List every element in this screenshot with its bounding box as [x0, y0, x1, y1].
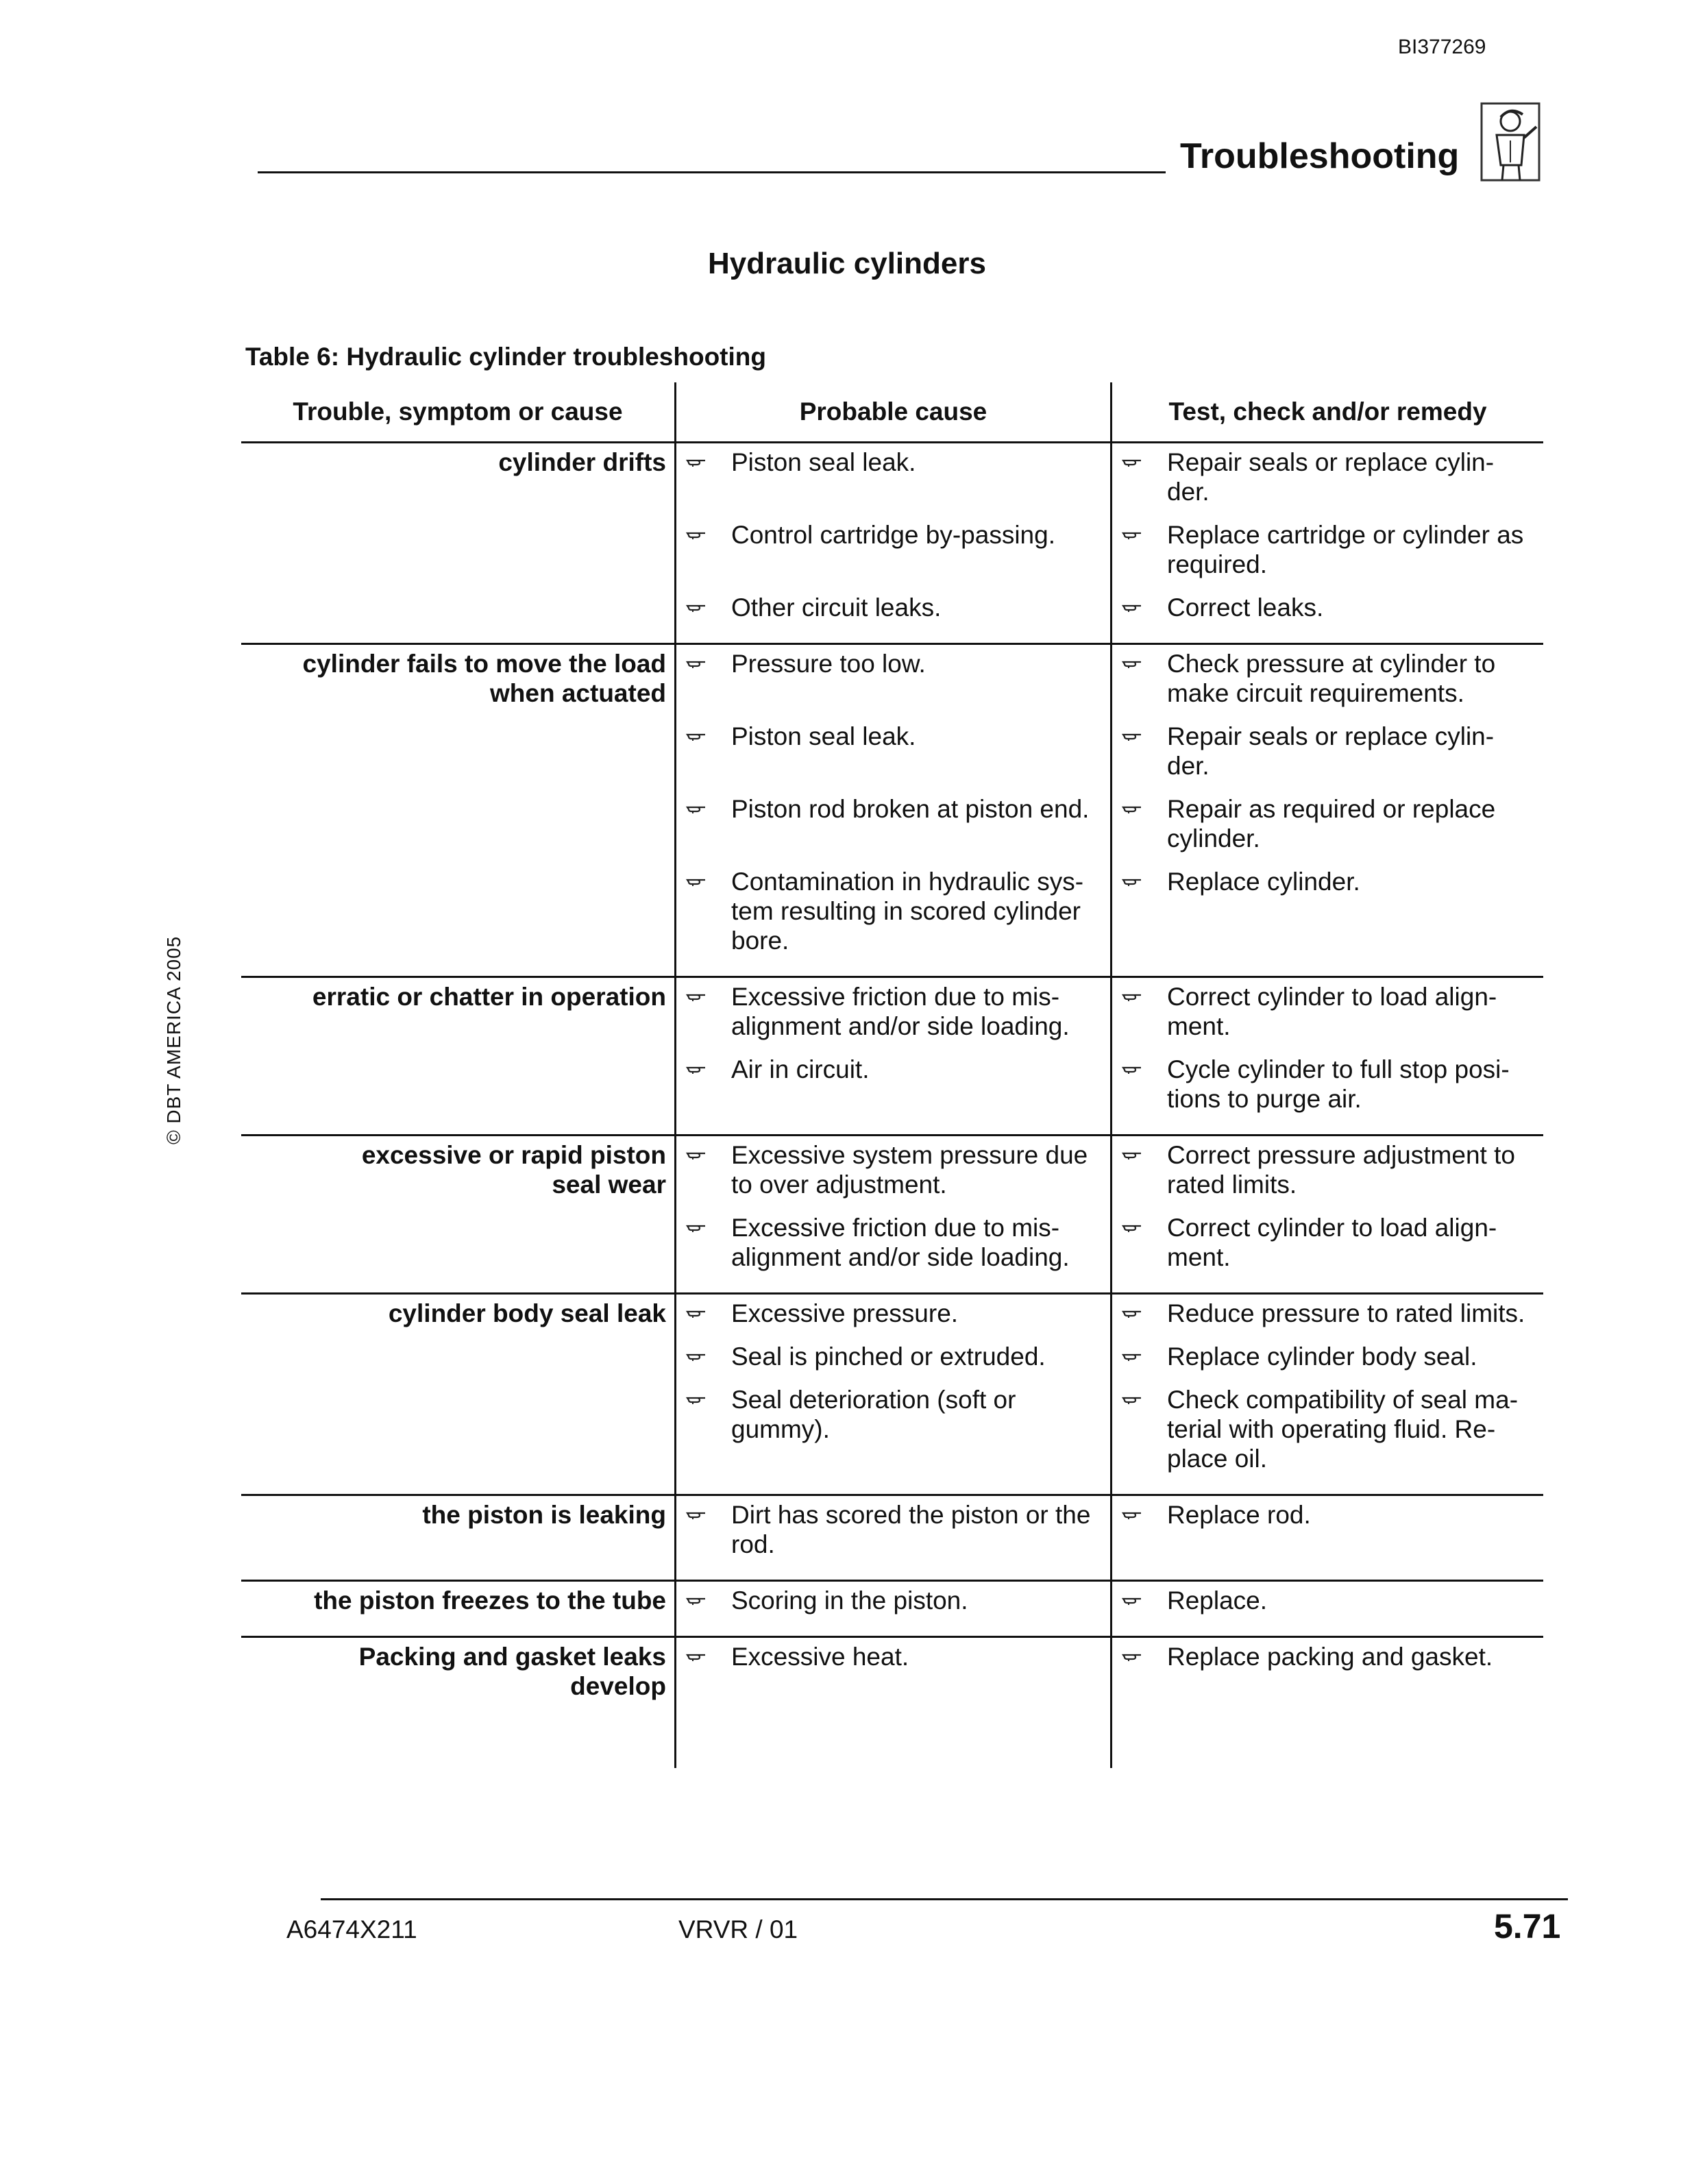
table-row [241, 1295, 1543, 1496]
cause-text: Piston seal leak. [731, 722, 916, 750]
table-row [241, 978, 1543, 1136]
pointing-hand-icon [1122, 1642, 1167, 1685]
mechanic-icon [1480, 99, 1542, 187]
remedy-item [1122, 794, 1532, 867]
remedy-text: Correct cylinder to load align- ment. [1167, 983, 1497, 1040]
remedy-text: Reduce pressure to rated limits. [1167, 1299, 1525, 1327]
footer-rule [321, 1898, 1568, 1900]
pointing-hand-icon [686, 520, 731, 593]
cause-cell [674, 1638, 1110, 1768]
pointing-hand-icon [1122, 1055, 1167, 1127]
pointing-hand-icon [686, 867, 731, 969]
remedy-item [1122, 1213, 1532, 1286]
pointing-hand-icon [686, 1299, 731, 1342]
pointing-hand-icon [1122, 447, 1167, 520]
trouble-cell: Packing and gasket leaks develop [358, 1643, 666, 1700]
cause-item [686, 1140, 1099, 1213]
section-title: Troubleshooting [1180, 136, 1460, 176]
remedy-item [1122, 1500, 1532, 1573]
header-cause: Probable cause [674, 382, 1110, 441]
cause-cell [674, 645, 1110, 976]
trouble-cell: cylinder drifts [498, 448, 666, 476]
cause-item [686, 1055, 1099, 1127]
cause-text: Control cartridge by-passing. [731, 521, 1055, 549]
cause-item [686, 1642, 1099, 1685]
cause-cell [674, 1136, 1110, 1292]
footer-revision: VRVR / 01 [678, 1915, 798, 1943]
pointing-hand-icon [1122, 1140, 1167, 1213]
remedy-text: Correct leaks. [1167, 593, 1324, 622]
cause-item [686, 1586, 1099, 1629]
pointing-hand-icon [686, 1342, 731, 1385]
header-remedy: Test, check and/or remedy [1110, 382, 1543, 441]
pointing-hand-icon [686, 982, 731, 1055]
pointing-hand-icon [1122, 867, 1167, 969]
page-heading: Hydraulic cylinders [708, 247, 986, 280]
troubleshooting-table [241, 382, 1543, 1768]
cause-cell [674, 443, 1110, 643]
remedy-text: Check compatibility of seal ma- terial with operating fluid. Re- place oil. [1167, 1386, 1519, 1473]
pointing-hand-icon [1122, 1342, 1167, 1385]
pointing-hand-icon [1122, 1500, 1167, 1573]
cause-cell [674, 1582, 1110, 1636]
pointing-hand-icon [1122, 520, 1167, 593]
pointing-hand-icon [686, 1500, 731, 1573]
cause-text: Dirt has scored the piston or the rod. [731, 1501, 1091, 1558]
remedy-text: Cycle cylinder to full stop posi- tions to purge air. [1167, 1055, 1510, 1113]
remedy-text: Replace cylinder. [1167, 868, 1360, 896]
remedy-text: Replace packing and gasket. [1167, 1643, 1493, 1671]
footer-doc-code: A6474X211 [286, 1915, 417, 1943]
pointing-hand-icon [1122, 982, 1167, 1055]
remedy-cell [1110, 978, 1543, 1134]
page-number: 5.71 [1494, 1907, 1561, 1946]
document-id: BI377269 [1398, 36, 1486, 58]
remedy-text: Repair seals or replace cylin- der. [1167, 722, 1495, 780]
remedy-item [1122, 1140, 1532, 1213]
pointing-hand-icon [686, 447, 731, 520]
cause-item [686, 982, 1099, 1055]
pointing-hand-icon [1122, 722, 1167, 794]
trouble-cell: the piston is leaking [422, 1501, 666, 1529]
pointing-hand-icon [686, 1213, 731, 1286]
cause-item [686, 1500, 1099, 1573]
cause-text: Pressure too low. [731, 650, 926, 678]
remedy-text: Correct cylinder to load align- ment. [1167, 1214, 1497, 1271]
trouble-cell: erratic or chatter in operation [312, 983, 666, 1011]
cause-item [686, 1342, 1099, 1385]
copyright-note: © DBT AMERICA 2005 [163, 935, 184, 1144]
table-row [241, 1496, 1543, 1582]
remedy-item [1122, 520, 1532, 593]
pointing-hand-icon [1122, 1385, 1167, 1487]
pointing-hand-icon [686, 722, 731, 794]
remedy-text: Replace rod. [1167, 1501, 1311, 1529]
cause-cell [674, 1295, 1110, 1494]
table-row [241, 443, 1543, 645]
remedy-cell [1110, 1496, 1543, 1580]
table-caption: Table 6: Hydraulic cylinder troubleshooting [245, 343, 766, 371]
cause-item [686, 520, 1099, 593]
remedy-text: Replace cylinder body seal. [1167, 1342, 1477, 1371]
trouble-cell: cylinder fails to move the load when actuated [302, 650, 666, 707]
remedy-item [1122, 1299, 1532, 1342]
remedy-cell [1110, 1136, 1543, 1292]
remedy-cell [1110, 1638, 1543, 1768]
remedy-text: Replace. [1167, 1586, 1268, 1615]
trouble-cell: excessive or rapid piston seal wear [361, 1141, 666, 1199]
remedy-cell [1110, 645, 1543, 976]
pointing-hand-icon [686, 649, 731, 722]
cause-item [686, 649, 1099, 722]
table-row [241, 1136, 1543, 1295]
pointing-hand-icon [686, 794, 731, 867]
pointing-hand-icon [686, 1385, 731, 1487]
cause-text: Contamination in hydraulic sys- tem resulting in scored cylinder bore. [731, 868, 1084, 955]
pointing-hand-icon [1122, 649, 1167, 722]
trouble-cell: the piston freezes to the tube [314, 1586, 666, 1615]
cause-text: Excessive heat. [731, 1643, 909, 1671]
pointing-hand-icon [1122, 593, 1167, 636]
cause-text: Excessive pressure. [731, 1299, 959, 1327]
cause-text: Other circuit leaks. [731, 593, 942, 622]
header-rule [258, 171, 1166, 173]
remedy-item [1122, 1385, 1532, 1487]
remedy-item [1122, 1586, 1532, 1629]
cause-item [686, 1213, 1099, 1286]
table-row [241, 645, 1543, 978]
cause-text: Piston seal leak. [731, 448, 916, 476]
cause-item [686, 867, 1099, 969]
remedy-item [1122, 447, 1532, 520]
remedy-item [1122, 1055, 1532, 1127]
remedy-item [1122, 982, 1532, 1055]
cause-text: Excessive friction due to mis- alignment and/or side loading. [731, 1214, 1070, 1271]
remedy-cell [1110, 1582, 1543, 1636]
pointing-hand-icon [686, 593, 731, 636]
cause-text: Seal deterioration (soft or gummy). [731, 1386, 1016, 1443]
cause-item [686, 447, 1099, 520]
table-header-row [241, 382, 1543, 443]
pointing-hand-icon [1122, 1213, 1167, 1286]
header-trouble: Trouble, symptom or cause [293, 397, 623, 426]
cause-text: Seal is pinched or extruded. [731, 1342, 1046, 1371]
cause-text: Excessive friction due to mis- alignment and/or side loading. [731, 983, 1070, 1040]
pointing-hand-icon [686, 1642, 731, 1685]
trouble-cell: cylinder body seal leak [388, 1299, 666, 1327]
cause-text: Air in circuit. [731, 1055, 870, 1083]
table-body [241, 443, 1543, 1768]
remedy-text: Replace cartridge or cylinder as required. [1167, 521, 1524, 578]
remedy-text: Repair seals or replace cylin- der. [1167, 448, 1495, 506]
remedy-cell [1110, 443, 1543, 643]
remedy-item [1122, 1642, 1532, 1685]
table-row [241, 1638, 1543, 1768]
remedy-item [1122, 649, 1532, 722]
cause-cell [674, 978, 1110, 1134]
pointing-hand-icon [1122, 794, 1167, 867]
remedy-text: Repair as required or replace cylinder. [1167, 795, 1496, 852]
remedy-cell [1110, 1295, 1543, 1494]
cause-text: Excessive system pressure due to over adjustment. [731, 1141, 1088, 1199]
remedy-item [1122, 722, 1532, 794]
cause-text: Piston rod broken at piston end. [731, 795, 1090, 823]
cause-item [686, 1385, 1099, 1487]
cause-item [686, 593, 1099, 636]
remedy-text: Check pressure at cylinder to make circuit requirements. [1167, 650, 1496, 707]
pointing-hand-icon [1122, 1586, 1167, 1629]
pointing-hand-icon [686, 1140, 731, 1213]
remedy-item [1122, 1342, 1532, 1385]
pointing-hand-icon [686, 1586, 731, 1629]
cause-item [686, 794, 1099, 867]
pointing-hand-icon [686, 1055, 731, 1127]
remedy-text: Correct pressure adjustment to rated limits. [1167, 1141, 1515, 1199]
pointing-hand-icon [1122, 1299, 1167, 1342]
cause-cell [674, 1496, 1110, 1580]
remedy-item [1122, 867, 1532, 969]
cause-item [686, 1299, 1099, 1342]
remedy-item [1122, 593, 1532, 636]
cause-item [686, 722, 1099, 794]
cause-text: Scoring in the piston. [731, 1586, 968, 1615]
table-row [241, 1582, 1543, 1638]
